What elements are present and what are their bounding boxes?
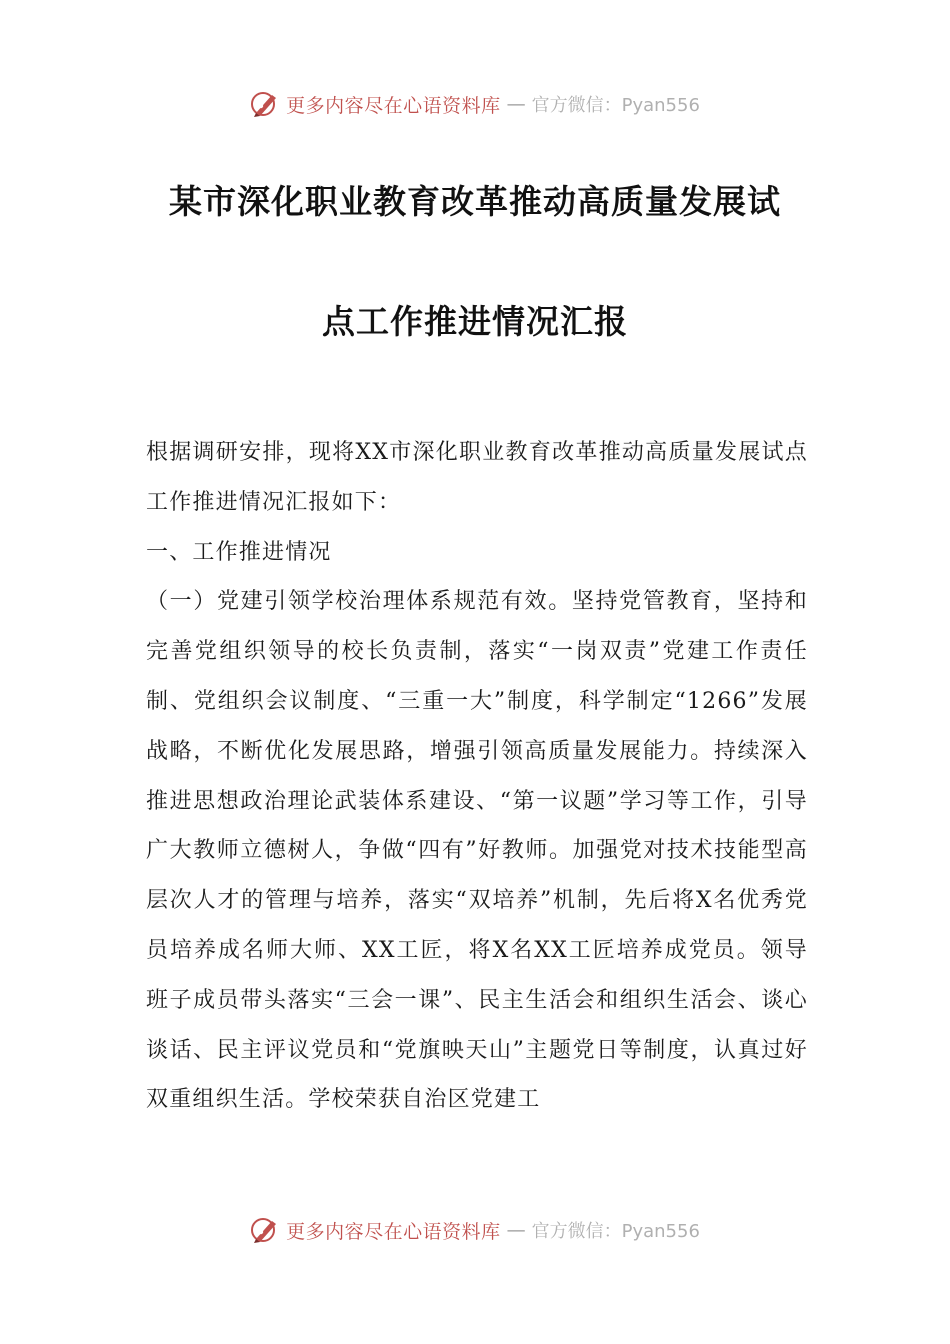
watermark-dash: — bbox=[506, 1219, 526, 1241]
watermark-contact: 官方微信：Pyan556 bbox=[531, 1221, 700, 1242]
header-watermark-banner bbox=[0, 84, 950, 124]
document-title-line-2: 点工作推进情况汇报 bbox=[322, 302, 628, 341]
pen-logo-icon bbox=[250, 1215, 280, 1245]
watermark-text: 更多内容尽在心语资料库 bbox=[286, 94, 501, 117]
body-paragraph-1: （一）党建引领学校治理体系规范有效。坚持党管教育，坚持和完善党组织领导的校长负责制，落实“一岗双责”党建工作责任制、党组织会议制度、“三重一大”制度，科学制定“1266”发展战略，不断优化发展思路，增强引领高质量发展能力。持续深入推进思想政治理论武装体系建设、“第一议题”学习等工作，引导广大教师立德树人，争做“四有”好教师。加强党对技术技能型高层次人才的管理与培养，落实“双培养”机制，先后将X名优秀党员培养成名师大师、XX工匠，将X名XX工匠培养成党员。领导班子成员带头落实“三会一课”、民主生活会和组织生活会、谈心谈话、民主评议党员和“党旗映天山”主题党日等制度，认真过好双重组织生活。学校荣获自治区党建工 bbox=[146, 589, 808, 1113]
document-title-line-1: 某市深化职业教育改革推动高质量发展试 bbox=[169, 182, 781, 221]
watermark-dash: — bbox=[506, 93, 526, 115]
watermark-text: 更多内容尽在心语资料库 bbox=[286, 1220, 501, 1243]
section-heading: 一、工作推进情况 bbox=[146, 539, 332, 565]
intro-paragraph: 根据调研安排，现将XX市深化职业教育改革推动高质量发展试点工作推进情况汇报如下： bbox=[146, 440, 808, 515]
document-body bbox=[146, 428, 808, 1125]
pen-logo-icon bbox=[250, 89, 280, 119]
watermark-contact: 官方微信：Pyan556 bbox=[531, 95, 700, 116]
footer-watermark-banner bbox=[0, 1210, 950, 1250]
